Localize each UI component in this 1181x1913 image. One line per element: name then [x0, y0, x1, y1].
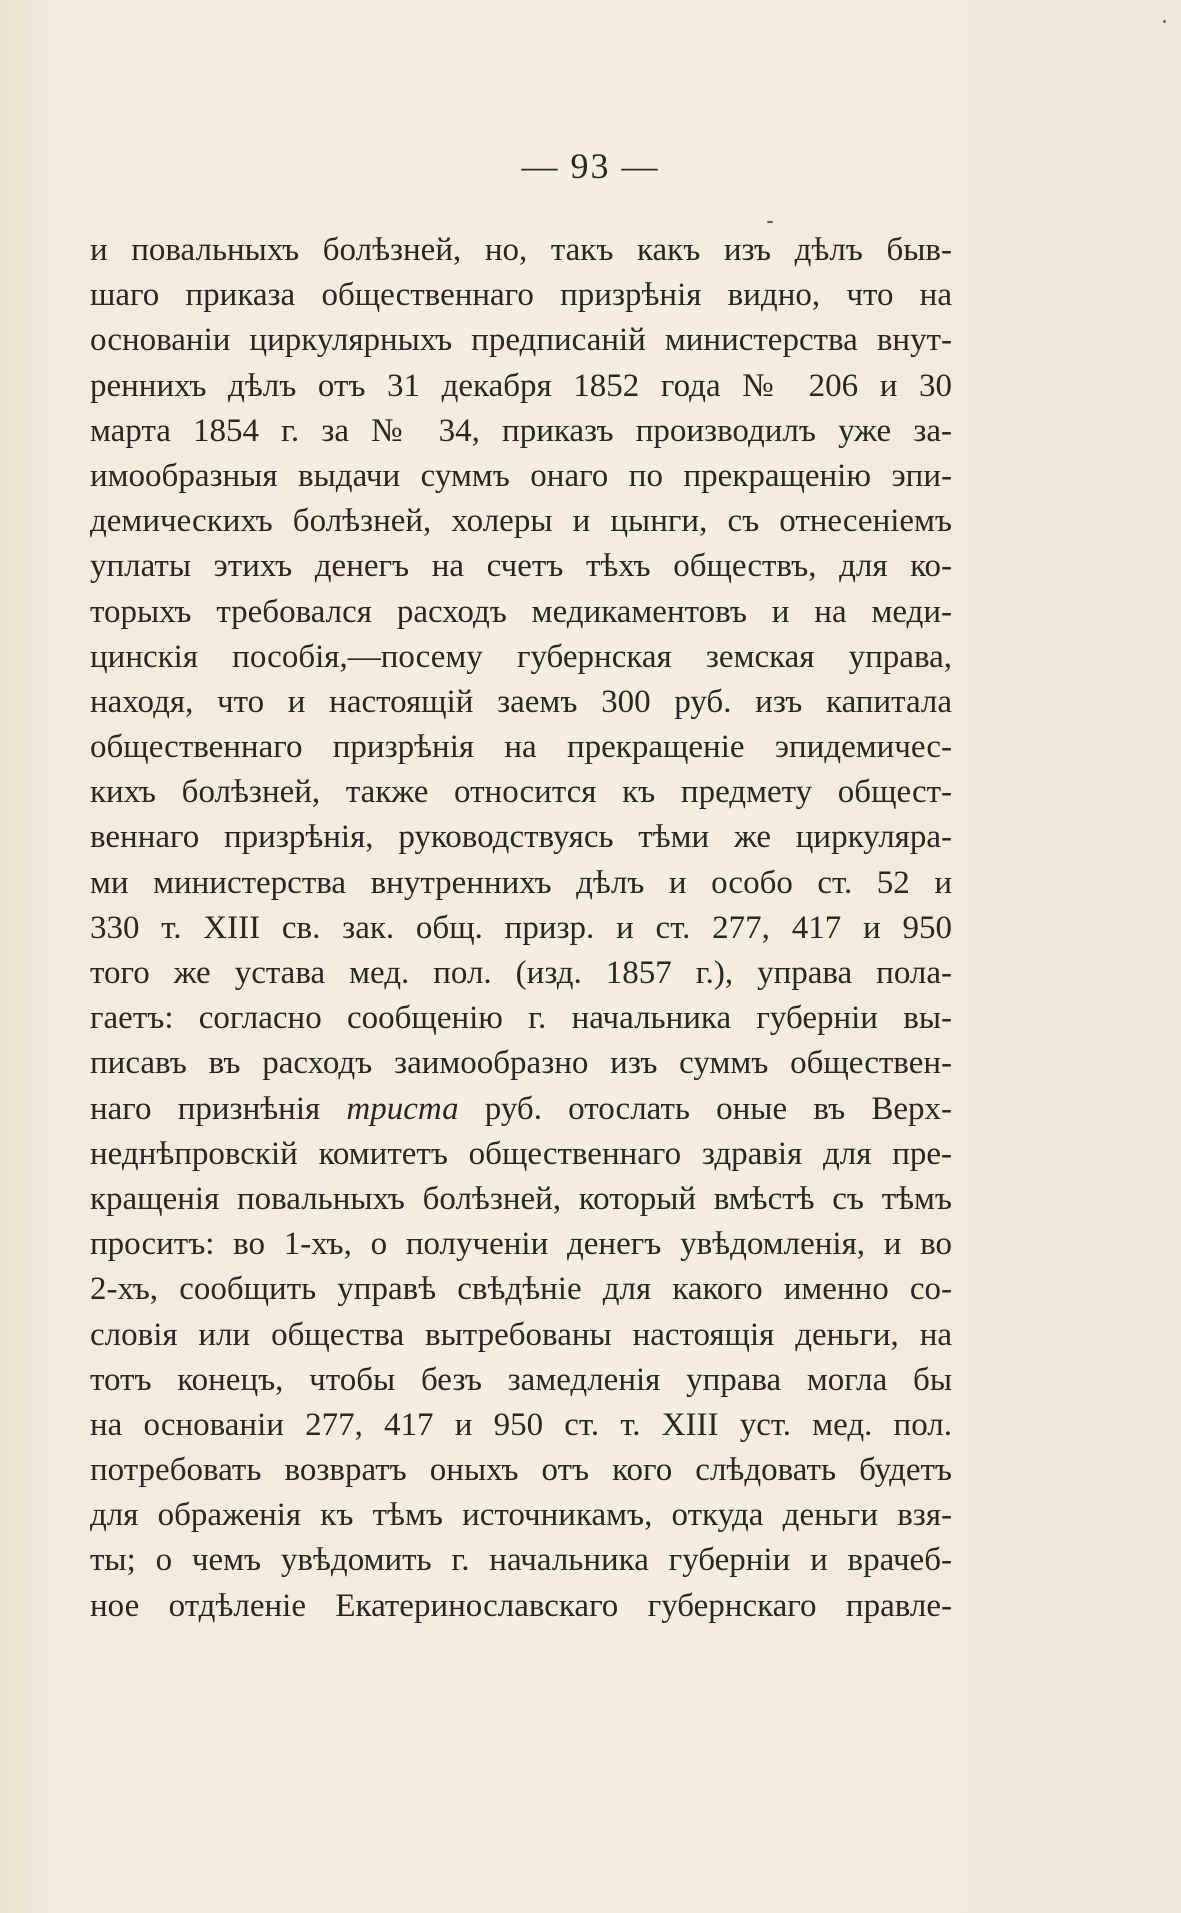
body-text [90, 228, 952, 1629]
paper-speck [1163, 20, 1166, 23]
text-line: торыхъ требовался расходъ медикаментовъ и на меди- [90, 593, 952, 630]
text-line: 330 т. XIII св. зак. общ. призр. и ст. 277, 417 и 950 [90, 909, 952, 946]
text-line: гаетъ: согласно сообщенію г. начальника губерніи вы- [90, 1000, 952, 1037]
text-line: веннаго призрѣнія, руководствуясь тѣми же циркуляра- [90, 819, 952, 856]
text-line: 2-хъ, сообщить управѣ свѣдѣніе для какого именно со- [90, 1271, 952, 1308]
text-line: кихъ болѣзней, также относится къ предмету общест- [90, 774, 952, 811]
text-line: ное отдѣленіе Екатеринославскаго губернскаго правле- [90, 1587, 952, 1624]
text-line: того же устава мед. пол. (изд. 1857 г.), управа пола- [90, 955, 952, 991]
text-line: кращенія повальныхъ болѣзней, который вмѣстѣ съ тѣмъ [90, 1180, 952, 1217]
text-line: уплаты этихъ денегъ на счетъ тѣхъ обществъ, для ко- [90, 548, 952, 585]
text-line: для ображенія къ тѣмъ источникамъ, откуда деньги взя- [90, 1497, 952, 1534]
text-line: ты; о чемъ увѣдомить г. начальника губерніи и врачеб- [90, 1542, 952, 1579]
text-line: демическихъ болѣзней, холеры и цынги, съ отнесеніемъ [90, 503, 952, 540]
text-line-with-italic [90, 1087, 952, 1132]
text-line: имообразныя выдачи суммъ онаго по прекращенію эпи- [90, 457, 952, 494]
italic-word: триста [346, 1090, 459, 1127]
text-line: шаго приказа общественнаго призрѣнія видно, что на [90, 277, 952, 314]
text-line: проситъ: во 1-хъ, о полученіи денегъ увѣдомленія, и во [90, 1226, 952, 1263]
text-line: писавъ въ расходъ заимообразно изъ суммъ обществен- [90, 1045, 952, 1082]
text-line: потребовать возвратъ оныхъ отъ кого слѣдовать будетъ [90, 1452, 952, 1489]
text-line: и повальныхъ болѣзней, но, такъ какъ изъ дѣлъ быв- [90, 232, 952, 268]
text-line: ми министерства внутреннихъ дѣлъ и особо ст. 52 и [90, 864, 952, 901]
text-line: находя, что и настоящій заемъ 300 руб. изъ капитала [90, 683, 952, 720]
text-line: тотъ конецъ, чтобы безъ замедленія управа могла бы [90, 1361, 952, 1398]
text-line: общественнаго призрѣнія на прекращеніе эпидемичес- [90, 729, 952, 766]
text-line: словія или общества вытребованы настоящія деньги, на [90, 1316, 952, 1353]
text-line: цинскія пособія,—посему губернская земская управа, [90, 638, 952, 675]
text-segment: наго признѣнія [90, 1090, 347, 1127]
text-segment: руб. отослать оные въ Верх- [458, 1090, 952, 1127]
text-line: марта 1854 г. за № 34, приказъ производилъ уже за- [90, 412, 952, 449]
page-number: — 93 — [521, 146, 660, 186]
text-line: основаніи циркулярныхъ предписаній министерства внут- [90, 322, 952, 359]
text-line: неднѣпровскій комитетъ общественнаго здравія для пре- [90, 1135, 952, 1172]
paper-speck [767, 221, 773, 223]
text-line: реннихъ дѣлъ отъ 31 декабря 1852 года № 206 и 30 [90, 367, 952, 404]
text-line: на основаніи 277, 417 и 950 ст. т. XIII уст. мед. пол. [90, 1406, 952, 1443]
